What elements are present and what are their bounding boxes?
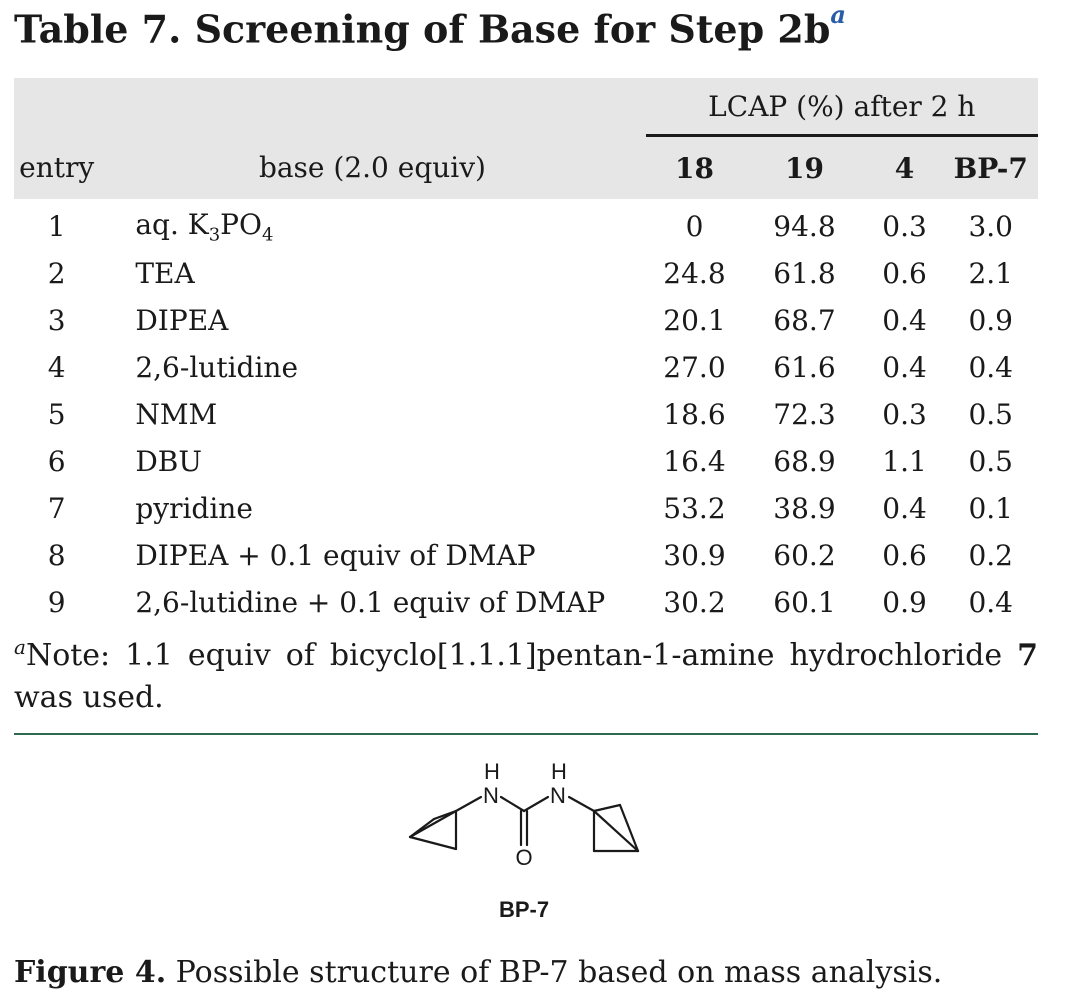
table-title: Table 7. Screening of Base for Step $2b^a$ [14, 0, 846, 52]
table-row [14, 297, 1038, 344]
cell-bp7: 0.1 [968, 492, 1013, 525]
cell-19: 60.2 [773, 539, 836, 572]
cell-18: 20.1 [663, 304, 726, 337]
base-screening-table [14, 78, 1038, 626]
figure-caption: Figure 4. Possible structure of BP-7 based on mass analysis. [14, 955, 943, 990]
figure-label: Figure 4. [14, 955, 167, 990]
table-row [14, 579, 1038, 626]
col-header-18: 18 [646, 136, 744, 200]
cell-bp7: 0.5 [968, 398, 1013, 431]
table-row [14, 250, 1038, 297]
table-row [14, 391, 1038, 438]
table-row [14, 532, 1038, 579]
cell-base: NMM [135, 398, 218, 431]
cell-19: 60.1 [773, 586, 836, 619]
cell-entry: 9 [47, 586, 66, 619]
cell-18: 24.8 [663, 257, 726, 290]
atom-label-o: O [515, 845, 533, 870]
cell-base: aq. $K_3PO_4$ [135, 207, 274, 246]
table-row [14, 485, 1038, 532]
table-row [14, 438, 1038, 485]
cell-4: 0.3 [882, 210, 927, 243]
cell-entry: 7 [47, 492, 66, 525]
cell-4: 0.6 [882, 257, 927, 290]
lcap-group-header: LCAP (%) after 2 h [646, 78, 1038, 136]
cell-base: TEA [135, 257, 195, 290]
cell-base: pyridine [135, 492, 253, 525]
col-header-bp7: BP-7 [943, 136, 1038, 200]
col-header-base: base (2.0 equiv) [99, 136, 645, 200]
cell-bp7: 0.4 [968, 351, 1013, 384]
cell-18: 53.2 [663, 492, 726, 525]
cell-base: 2,6-lutidine + 0.1 equiv of DMAP [135, 586, 606, 619]
cell-4: 0.4 [882, 492, 927, 525]
cell-18: 30.2 [663, 586, 726, 619]
cell-entry: 2 [47, 257, 66, 290]
col-header-19: 19 [743, 136, 865, 200]
compound-ref-7: 7 [1017, 638, 1038, 673]
section-divider [14, 733, 1038, 735]
cell-entry: 1 [47, 210, 66, 243]
atom-label-n: N [550, 783, 566, 808]
col-header-entry: entry [14, 136, 99, 200]
table-row [14, 344, 1038, 391]
col-header-4: 4 [866, 136, 944, 200]
cell-18: 27.0 [663, 351, 726, 384]
cell-4: 1.1 [882, 445, 927, 478]
cell-4: 0.6 [882, 539, 927, 572]
cell-19: 61.8 [773, 257, 836, 290]
cell-base: DBU [135, 445, 202, 478]
cell-bp7: 0.2 [968, 539, 1013, 572]
cell-19: 68.7 [773, 304, 836, 337]
cell-18: 18.6 [663, 398, 726, 431]
atom-label-h: H [484, 759, 500, 784]
cell-bp7: 0.9 [968, 304, 1013, 337]
cell-entry: 5 [47, 398, 66, 431]
cell-base: 2,6-lutidine [135, 351, 299, 384]
cell-4: 0.4 [882, 304, 927, 337]
cell-entry: 8 [47, 539, 66, 572]
cell-19: 94.8 [773, 210, 836, 243]
cell-18: 0 [685, 210, 704, 243]
cell-4: 0.4 [882, 351, 927, 384]
bp7-structure [400, 755, 660, 925]
cell-4: 0.3 [882, 398, 927, 431]
cell-entry: 6 [47, 445, 66, 478]
cell-entry: 4 [47, 351, 66, 384]
table-footnote: $^a$Note: 1.1 equiv of bicyclo[1.1.1]pentan-1-amine hydrochloride 7 was used. [14, 635, 1038, 715]
atom-label-h: H [551, 759, 567, 784]
cell-bp7: 0.4 [968, 586, 1013, 619]
cell-base: DIPEA + 0.1 equiv of DMAP [135, 539, 536, 572]
cell-entry: 3 [47, 304, 66, 337]
atom-label-n: N [483, 783, 499, 808]
footnote-mark: a [14, 635, 26, 659]
cell-19: 68.9 [773, 445, 836, 478]
cell-18: 16.4 [663, 445, 726, 478]
cell-19: 61.6 [773, 351, 836, 384]
compound-label: BP-7 [498, 897, 550, 922]
table-row [14, 199, 1038, 250]
cell-18: 30.9 [663, 539, 726, 572]
cell-19: 38.9 [773, 492, 836, 525]
cell-bp7: 3.0 [968, 210, 1013, 243]
table-title-footnote-mark: a [830, 0, 846, 29]
cell-base: DIPEA [135, 304, 229, 337]
cell-bp7: 0.5 [968, 445, 1013, 478]
cell-4: 0.9 [882, 586, 927, 619]
cell-19: 72.3 [773, 398, 836, 431]
cell-bp7: 2.1 [968, 257, 1013, 290]
